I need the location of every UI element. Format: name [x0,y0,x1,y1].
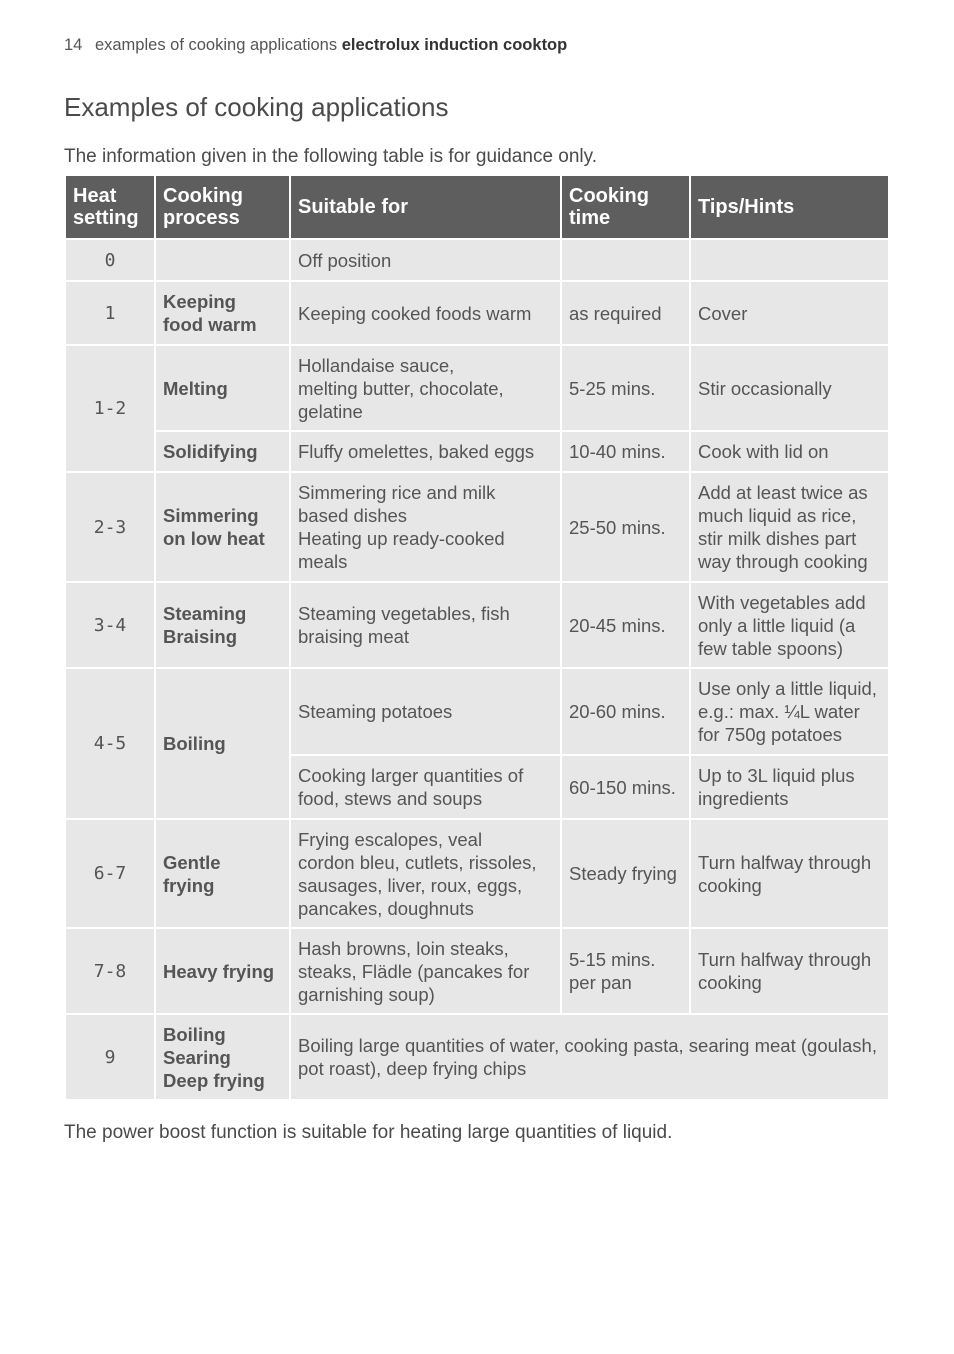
tips-cell: Cook with lid on [690,431,889,472]
column-header-heat-setting: Heat setting [65,175,155,239]
tips-cell: Turn halfway through cooking [690,819,889,928]
cooking-process-cell: Boiling [155,668,290,819]
column-header-cooking-time: Cooking time [561,175,690,239]
tips-cell: Turn halfway through cooking [690,928,889,1014]
intro-text: The information given in the following table is for guidance only. [64,146,598,167]
table-row [65,668,889,755]
cooking-time-cell: 5-15 mins. per pan [561,928,690,1014]
suitable-for-cell: Frying escalopes, veal cordon bleu, cutlets, rissoles, sausages, liver, roux, eggs, pancakes, doughnuts [290,819,561,928]
cooking-table [64,174,890,1101]
cooking-time-cell: Steady frying [561,819,690,928]
table-row [65,928,889,1014]
tips-cell: Up to 3L liquid plus ingredients [690,755,889,819]
heat-setting-cell: 6-7 [65,819,155,928]
cooking-process-cell [155,239,290,281]
table-row [65,239,889,281]
cooking-process-cell: Steaming Braising [155,582,290,668]
column-header-tips-hints: Tips/Hints [690,175,889,239]
suitable-for-cell: Hash browns, loin steaks, steaks, Flädle (pancakes for garnishing soup) [290,928,561,1014]
suitable-for-cell: Simmering rice and milk based dishes Heating up ready-cooked meals [290,472,561,582]
cooking-time-cell [561,239,690,281]
section-name: examples of cooking applications [94,36,338,54]
cooking-process-cell: Melting [155,345,290,431]
cooking-time-cell: 5-25 mins. [561,345,690,431]
table-row [65,819,889,928]
column-header-suitable-for: Suitable for [290,175,561,239]
heat-setting-cell: 2-3 [65,472,155,582]
suitable-for-cell: Steaming potatoes [290,668,561,755]
page-title: Examples of cooking applications [64,92,449,122]
cooking-process-cell: Solidifying [155,431,290,472]
suitable-for-cell: Fluffy omelettes, baked eggs [290,431,561,472]
running-header [64,36,567,55]
cooking-time-cell: 20-60 mins. [561,668,690,755]
table-row [65,472,889,582]
tips-cell [690,239,889,281]
tips-cell: Add at least twice as much liquid as rice, stir milk dishes part way through cooking [690,472,889,582]
cooking-process-cell: Simmering on low heat [155,472,290,582]
cooking-process-cell: Heavy frying [155,928,290,1014]
cooking-process-cell: Boiling Searing Deep frying [155,1014,290,1100]
table-header-row [65,175,889,239]
tips-cell: Use only a little liquid, e.g.: max. ¼L water for 750g potatoes [690,668,889,755]
page-number: 14 [64,36,83,54]
heat-setting-cell: 0 [65,239,155,281]
column-header-cooking-process: Cooking process [155,175,290,239]
tips-cell: Cover [690,281,889,345]
cooking-process-cell: Keeping food warm [155,281,290,345]
cooking-process-cell: Gentle frying [155,819,290,928]
suitable-for-cell: Hollandaise sauce, melting butter, chocolate, gelatine [290,345,561,431]
heat-setting-cell: 4-5 [65,668,155,819]
suitable-for-cell: Cooking larger quantities of food, stews and soups [290,755,561,819]
cooking-time-cell: 25-50 mins. [561,472,690,582]
cooking-time-cell: 10-40 mins. [561,431,690,472]
power-boost-note: The power boost function is suitable for heating large quantities of liquid. [64,1122,673,1143]
suitable-for-cell: Keeping cooked foods warm [290,281,561,345]
heat-setting-cell: 3-4 [65,582,155,668]
table-row [65,345,889,431]
table-row [65,431,889,472]
heat-setting-cell: 1 [65,281,155,345]
brand-name: electrolux induction cooktop [341,36,568,54]
tips-cell: Stir occasionally [690,345,889,431]
tips-cell: With vegetables add only a little liquid (a few table spoons) [690,582,889,668]
suitable-for-cell: Steaming vegetables, fish braising meat [290,582,561,668]
cooking-time-cell: 20-45 mins. [561,582,690,668]
heat-setting-cell: 1-2 [65,345,155,472]
suitable-for-cell: Off position [290,239,561,281]
table-row [65,582,889,668]
heat-setting-cell: 9 [65,1014,155,1100]
cooking-time-cell: as required [561,281,690,345]
suitable-for-cell: Boiling large quantities of water, cooking pasta, searing meat (goulash, pot roast), deep frying chips [290,1014,889,1100]
table-row [65,1014,889,1100]
cooking-time-cell: 60-150 mins. [561,755,690,819]
table-row [65,281,889,345]
heat-setting-cell: 7-8 [65,928,155,1014]
